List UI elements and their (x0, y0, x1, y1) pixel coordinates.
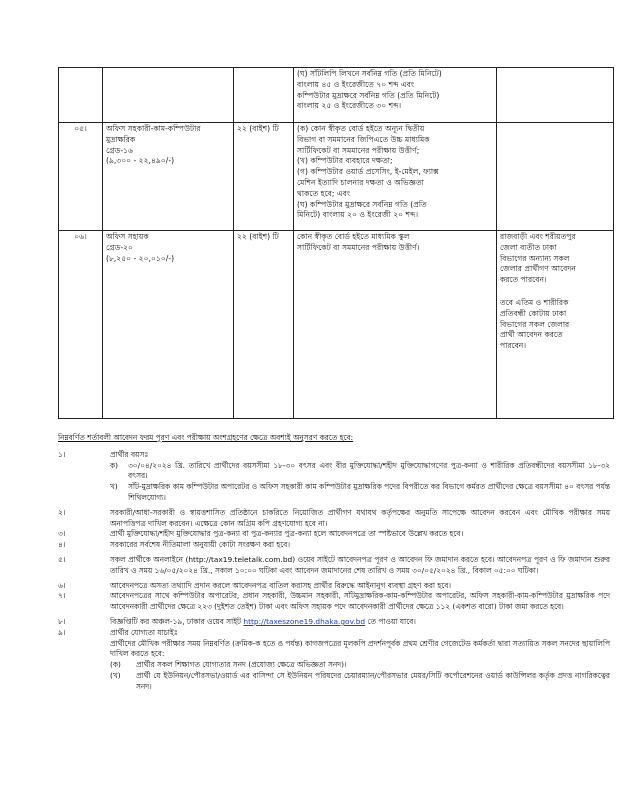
condition-number: ১। (58, 449, 66, 459)
sub-condition-label: ক) (110, 460, 119, 470)
post-pay-scale: (৯,৩০০ - ২২,৪৯০/-) (106, 156, 175, 166)
qualification-line: সার্টিফিকেট বা সমমানের পরীক্ষায় উত্তীর্ণ; (297, 145, 420, 155)
condition-item (58, 591, 610, 613)
remarks-line: প্রার্থী আবেদন করতে (500, 330, 563, 340)
condition-text: তে পাওয়া যাবে। (365, 616, 416, 626)
remarks-line: জেলা ব্যতীত ঢাকা (500, 242, 557, 252)
qualification-line: বাংলায় ২৫ ও ইংরেজীতে ৩০ শব্দ। (297, 101, 402, 111)
condition-number: ৯। (58, 627, 66, 637)
remarks-gap (500, 286, 610, 298)
post-grade: গ্রেড-১৬ (106, 145, 133, 155)
qualification-line: বিভাগ বা সমমানের জিপিএতে উচ্চ মাধ্যমিক (297, 134, 430, 144)
post-name-line: অফিস সহকারী-কাম-কম্পিউটার (106, 124, 201, 133)
remarks-line: প্রতিবন্ধী কোটায় ঢাকা (500, 308, 567, 318)
condition-text: আবেদনপত্রে অসত্য তথ্যাদি প্রদান করলে আবেদনপত্র বাতিল করাসহ প্রার্থীর বিরুদ্ধে আইনানুগ ব্যবস্থা গ্রহণ করা হবে। (110, 580, 452, 590)
posts-table (58, 67, 614, 419)
post-count-cell: ২২ (বাইশ) টি (234, 231, 294, 419)
post-name-line: মুদ্রাক্ষরিক (106, 134, 136, 144)
website-link[interactable]: http://taxeszone19.dhaka.gov.bd (243, 616, 366, 626)
sub-condition-text: সাঁট-মুদ্রাক্ষরিক কাম কম্পিউটার অপারেটর ও অফিস সহকারী কাম কম্পিউটার মুদ্রাক্ষরিক পদের বিপরীতে কর বিভাগে কর্মরত প্রার্থীদের ক্ষেত্রে বয়সসীমা ৪০ বৎসর পর্যন্ত শিথিলযোগ্য। (128, 482, 610, 502)
post-name-cell (103, 231, 234, 419)
remarks-line: বিভাগের অন্যান্য সকল (500, 253, 570, 263)
post-count-cell (234, 68, 294, 123)
qualification-line: সার্টিফিকেট বা সমমানের পরীক্ষায় উত্তীর্ণ। (297, 242, 420, 252)
serial-cell: ০৬। (59, 231, 103, 419)
condition-item (58, 450, 610, 504)
post-name-cell (103, 68, 234, 123)
qualification-line: মেশিন ইত্যাদি চালনার দক্ষতা ও অভিজ্ঞতা (297, 177, 424, 187)
sub-condition-text: প্রার্থী যে ইউনিয়ন/পৌরসভা/ওয়ার্ড এর বাসিন্দা সে ইউনিয়ন পরিষদের চেয়ারম্যান/পৌরসভার মেয়র/সিটি কর্পোরেশনের ওয়ার্ড কাউন্সিলর কর্তৃক প্রদত্ত নাগরিকত্বের সনদ। (136, 670, 610, 691)
qualification-cell (294, 231, 497, 419)
table-row (59, 123, 614, 231)
table-row (59, 68, 614, 123)
condition-number: ৭। (58, 591, 66, 601)
condition-number: ২। (58, 507, 66, 517)
remarks-line: জেলার প্রার্থীগণ আবেদন (500, 264, 576, 274)
qualification-cell (294, 68, 497, 123)
condition-number: ৪। (58, 540, 66, 550)
remarks-line: তবে এতিম ও শারীরিক (500, 297, 569, 307)
qualification-line: (গ) কম্পিউটার ওয়ার্ড প্রসেসিং, ই-মেইল, ফ্যাক্স (297, 167, 439, 177)
post-name-line: অফিস সহায়ক (106, 232, 149, 241)
remarks-cell (497, 231, 614, 419)
condition-number: ৮। (58, 616, 66, 626)
condition-text: বিজ্ঞপ্তিটি কর অঞ্চল-১৯, ঢাকার ওয়েব সাইট (110, 616, 244, 626)
sub-condition (110, 461, 610, 483)
conditions-heading: নিম্নবর্ণিত শর্তাবলী আবেদন ফরম পূরণ এবং পরীক্ষায় অংশগ্রহণের ক্ষেত্রে অবশ্যই অনুসরণ করতে হবে: (58, 433, 354, 442)
remarks-cell (497, 68, 614, 123)
remarks-cell (497, 123, 614, 231)
condition-title: প্রার্থীর বয়সঃ (110, 449, 149, 459)
remarks-line: রাজবাড়ী এবং শরীয়তপুর (500, 232, 576, 241)
post-grade: গ্রেড-২০ (106, 242, 133, 252)
post-name-cell (103, 123, 234, 231)
qualification-cell (294, 123, 497, 231)
qualification-line: (ঘ) কম্পিউটার মুদ্রাক্ষরে সর্বনিম্ন গতি (প্রতি (297, 199, 427, 209)
condition-item (58, 617, 610, 628)
table-row (59, 231, 614, 419)
post-pay-scale: (৮,২৫০ - ২০,০১০/-) (106, 253, 175, 263)
condition-item (58, 581, 610, 592)
qualification-line: (ঘ) সাঁটলিপি লিখনে সর্বনিম্ন গতি (প্রতি মিনিটে) (297, 69, 442, 78)
condition-text: সরকারের সর্বশেষ নীতিমালা অনুযায়ী কোটা সংরক্ষণ করা হবে। (110, 540, 291, 550)
sub-condition-label: (ক) (110, 660, 121, 670)
serial-cell: ০৫। (59, 123, 103, 231)
condition-item (58, 540, 610, 551)
qualification-line: (খ) কম্পিউটার ব্যবহারে দক্ষতা; (297, 156, 393, 166)
post-count-cell: ২২ (বাইশ) টি (234, 123, 294, 231)
remarks-line: বিভাগের সকল জেলার (500, 319, 570, 329)
sub-condition-label: খ) (110, 482, 118, 492)
sub-condition-text: ৩০/০৪/২০২৪ খ্রি. তারিখে প্রার্থীদের বয়সসীমা ১৮-৩০ বৎসর এবং বীর মুক্তিযোদ্ধা/শহীদ মুক্তিযোদ্ধাগণের পুত্র-কন্যা ও শারীরিক প্রতিবন্ধীদের বয়সসীমা ১৮-৩২ বৎসর। (128, 460, 610, 481)
sub-condition (110, 482, 610, 504)
qualification-line: কোন স্বীকৃত বোর্ড হইতে মাধ্যমিক স্কুল (297, 232, 410, 241)
qualification-line: কম্পিউটার মুদ্রাক্ষরে সর্বনিম্ন গতি (প্রতি মিনিটে) (297, 90, 440, 100)
qualification-line: থাকতে হবে; এবং (297, 188, 351, 198)
condition-item (58, 555, 610, 577)
condition-text: সকল প্রার্থীকে অনলাইনে (http://tax19.teletalk.com.bd) ওয়েব সাইটে আবেদনপত্র পূরণ ও আবেদন ফি জমাদান করতে হবে। আবেদনপত্র পূরণ ও ফি জমাদান শুরুর তারিখ ও সময় ১৬/০৫/২০২৪ খ্রি., সকাল ১০:০০ ঘটিকা এবং আবেদন জমাদানের শেষ তারিখ ও সময় ৩০/০৫/২০২৪ খ্রি., বিকাল ০৫:০০ ঘটিকা। (110, 554, 610, 575)
serial-cell (59, 68, 103, 123)
sub-condition-label: (খ) (110, 670, 121, 680)
qualification-line: (ক) কোন স্বীকৃত বোর্ড হইতে অন্যূন দ্বিতীয় (297, 124, 425, 133)
conditions-section (58, 433, 610, 693)
sub-condition (110, 660, 610, 671)
condition-number: ৩। (58, 529, 66, 539)
remarks-line: করতে পারবেন। (500, 275, 547, 285)
sub-condition (110, 671, 610, 693)
condition-item (58, 508, 610, 530)
qualification-line: মিনিটে) বাংলায় ২০ ও ইংরেজী ২০ শব্দ। (297, 210, 419, 220)
condition-item (58, 529, 610, 540)
remarks-line: পারবেন। (500, 341, 527, 351)
qualification-line: বাংলায় ৪৫ ও ইংরেজীতে ৭০ শব্দ এবং (297, 79, 415, 89)
condition-item (58, 628, 610, 693)
condition-text: আবেদনপত্রের সাথে কম্পিউটার অপারেটর, প্রধান সহকারী, উচ্চমান সহকারী, সাঁটমুদ্রাক্ষরিক-কাম-কম্পিউটার অপারেটর, অফিস সহকারী-কাম-কম্পিউটার মুদ্রাক্ষরিক পদে আবেদনকারী প্রার্থীদের ক্ষেত্রে ২২৩ (দুইশত তেইশ) টাকা এবং অফিস সহায়ক পদে আবেদনকারী প্রার্থীদের ক্ষেত্রে ১১২ (একশত বারো) টাকা জমা করতে হবে। (110, 591, 610, 612)
condition-text: সরকারী/আধা-সরকারী ও স্বায়ত্তশাসিত প্রতিষ্ঠানে চাকরিতে নিয়োজিত প্রার্থীগণ যথাযথ কর্তৃপক্ষের অনুমতি সাপেক্ষে আবেদন করবেন এবং মৌখিক পরীক্ষার সময় অনাপত্তিপত্র দাখিল করবেন। এক্ষেত্রে কোন অগ্রিম কপি গ্রহণযোগ্য হবে না। (110, 507, 610, 528)
sub-condition-text: প্রার্থীর সকল শিক্ষাগত যোগ্যতার সনদ (প্রযোজ্য ক্ষেত্রে অভিজ্ঞতা সনদ)। (136, 660, 347, 670)
condition-number: ৫। (58, 554, 66, 564)
condition-text: প্রার্থীদের মৌখিক পরীক্ষার সময় নিম্নবর্ণিত (ক্রমিক-ক হতে ঙ পর্যন্ত) কাগজপত্রের মূলকপি প্রদর্শনপূর্বক প্রথম শ্রেণীর গেজেটেড কর্মকর্তা দ্বারা সত্যায়িত সকল সনদের ছায়ালিপি দাখিল করতে হবে: (110, 638, 610, 659)
condition-number: ৬। (58, 580, 66, 590)
condition-title: প্রার্থীর যোগ্যতা যাচাইঃ (110, 627, 178, 637)
condition-text: প্রার্থী মুক্তিযোদ্ধা/শহীদ মুক্তিযোদ্ধার পুত্র-কন্যা বা পুত্র-কন্যার পুত্র-কন্যা হলে আবেদনপত্রে তা স্পষ্টভাবে উল্লেখ করতে হবে। (110, 529, 464, 539)
